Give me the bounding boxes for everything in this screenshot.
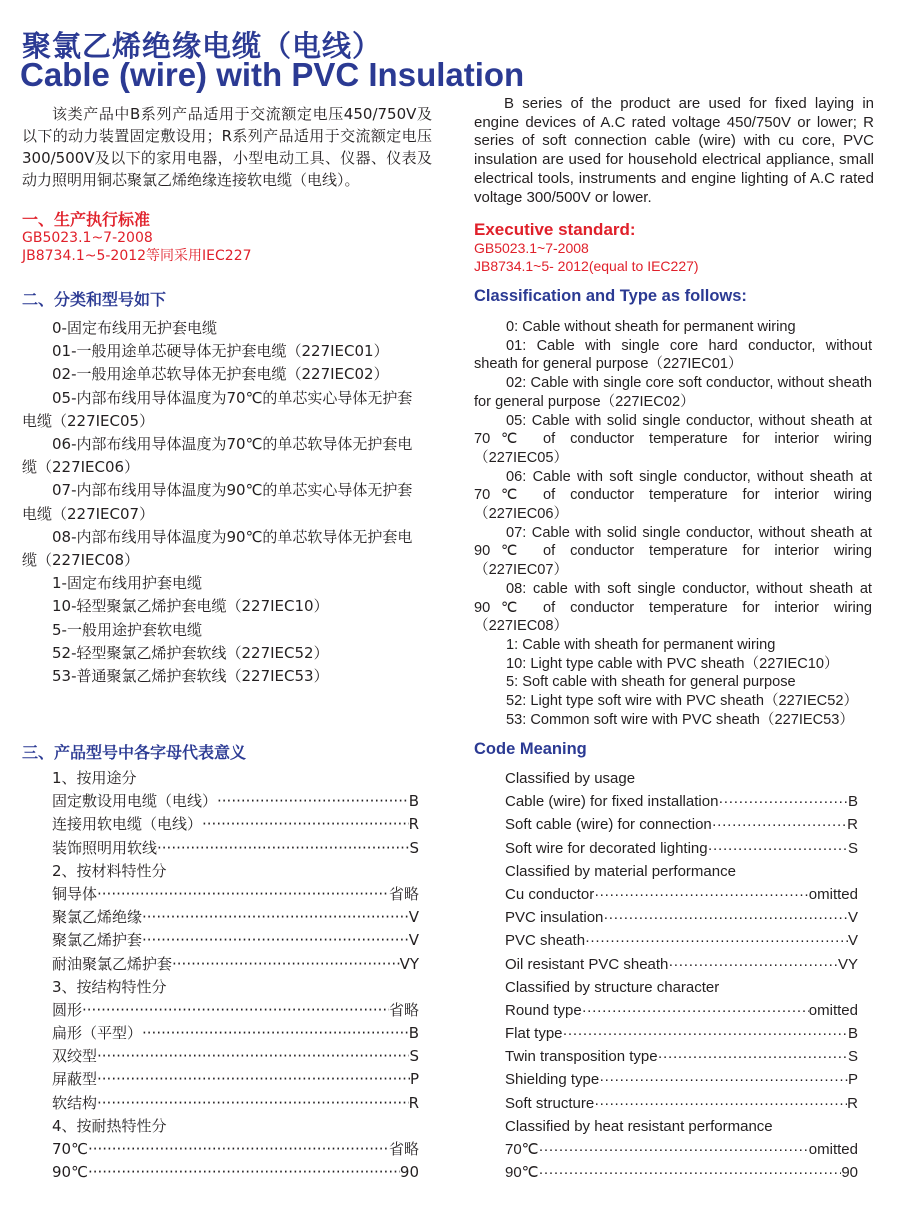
code-value: V — [847, 932, 858, 950]
code-row — [52, 1161, 419, 1184]
classification-item: 01-一般用途单芯硬导体无护套电缆（227IEC01） — [52, 342, 389, 361]
code-label: 1、按用途分 — [52, 769, 137, 787]
code-value: B — [408, 792, 419, 811]
code-row — [505, 1045, 858, 1068]
code-label: 连接用软电缆（电线） — [52, 815, 203, 834]
code-row — [52, 906, 419, 929]
standard-line: GB5023.1~7-2008 — [22, 230, 153, 246]
dot-leader — [599, 1068, 848, 1091]
classification-item: 53: Common soft wire with PVC sheath（227IEC53） — [506, 711, 854, 728]
code-label: 软结构 — [52, 1093, 98, 1112]
classification-item: 5: Soft cable with sheath for general purpose — [506, 674, 796, 691]
dot-leader — [97, 883, 389, 906]
classification-item: 10-轻型聚氯乙烯护套电缆（227IEC10） — [52, 597, 329, 616]
code-value: omitted — [808, 1001, 858, 1019]
classification-item: 10: Light type cable with PVC sheath（227IEC10） — [506, 655, 839, 672]
code-label: PVC sheath — [505, 932, 586, 950]
code-value: VY — [399, 954, 419, 973]
code-row — [505, 929, 858, 952]
code-row — [52, 1092, 419, 1115]
dot-leader — [712, 813, 847, 836]
dot-leader — [603, 906, 848, 929]
dot-leader — [172, 953, 400, 976]
code-row — [505, 837, 858, 860]
code-table-cn — [52, 767, 419, 1184]
classification-item: 1-固定布线用护套电缆 — [52, 574, 202, 593]
code-label: Soft wire for decorated lighting — [505, 839, 708, 857]
code-row — [505, 999, 858, 1022]
code-label: Soft cable (wire) for connection — [505, 816, 712, 834]
code-value: R — [847, 816, 858, 834]
classification-item: 08: cable with soft single conductor, without sheath at 90℃ of conductor temperature for interior wiring（227IEC08） — [474, 580, 872, 635]
code-value: 省略 — [388, 884, 419, 903]
classification-item: 05-内部布线用导体温度为70℃的单芯实心导体无护套 — [52, 388, 413, 407]
classification-item: 06: Cable with soft single conductor, without sheath at 70℃ of conductor temperature for interior wiring（227IEC06） — [474, 468, 872, 523]
dot-leader — [217, 790, 409, 813]
classification-item: 02-一般用途单芯软导体无护套电缆（227IEC02） — [52, 365, 389, 384]
code-group-heading — [505, 1115, 858, 1138]
dot-leader — [82, 999, 389, 1022]
code-value: 省略 — [388, 1140, 419, 1158]
dot-leader — [142, 929, 409, 952]
dot-leader — [539, 1161, 842, 1184]
code-value: S — [847, 839, 858, 857]
code-value: 90 — [399, 1163, 419, 1182]
classification-list-en — [474, 318, 872, 729]
classification-item: 05: Cable with solid single conductor, without sheath at 70℃ of conductor temperature for interior wiring（227IEC05） — [474, 412, 872, 466]
standard-heading-en: Executive standard: — [474, 220, 636, 239]
code-label: 屏蔽型 — [52, 1070, 98, 1089]
code-label: 双绞型 — [52, 1047, 98, 1066]
classification-item: 53-普通聚氯乙烯护套软线（227IEC53） — [52, 667, 329, 686]
code-label: Classified by heat resistant performance — [505, 1117, 773, 1135]
code-value: V — [408, 931, 419, 950]
code-label: Soft structure — [505, 1094, 595, 1112]
code-label: Cable (wire) for fixed installation — [505, 793, 719, 811]
dot-leader — [539, 1138, 809, 1161]
intro-paragraph-cn: 该类产品中B系列产品适用于交流额定电压450/750V及以下的动力装置固定敷设用；R系列产品适用于交流额定电压300/500V及以下的家用电器，小型电动工具、仪器、仪表及动力照明用铜芯聚氯乙烯绝缘连接软电缆（电线）。 — [22, 105, 432, 189]
code-group-heading — [505, 767, 858, 790]
code-value: R — [408, 1093, 419, 1112]
classification-item: 0: Cable without sheath for permanent wiring — [506, 319, 796, 335]
classification-item: 5-一般用途护套软电缆 — [52, 620, 202, 639]
page-title-cn: 聚氯乙烯绝缘电缆（电线） — [22, 29, 383, 63]
code-value: 省略 — [388, 1000, 419, 1019]
code-row — [52, 999, 419, 1022]
dot-leader — [658, 1045, 848, 1068]
code-label: 聚氯乙烯绝缘 — [52, 908, 143, 927]
intro-paragraph-en: B series of the product are used for fixed laying in engine devices of A.C rated voltage 450/750V or lower; R series of soft connection cable (wire) with cu core, PVC insulation are used for household electrical appliance, small electrical tools, instruments and engine lighting of A.C rated voltage 300/500V or lower. — [474, 95, 874, 206]
code-group-heading — [505, 976, 858, 999]
classification-list-cn — [22, 317, 432, 688]
code-group-heading — [505, 860, 858, 883]
page-title-en: Cable (wire) with PVC Insulation — [20, 56, 525, 93]
classification-item: 01: Cable with single core hard conductor, without sheath for general purpose（227IEC01） — [474, 337, 872, 373]
code-row — [505, 883, 858, 906]
code-row — [505, 1068, 858, 1091]
dot-leader — [585, 929, 848, 952]
code-value: B — [408, 1024, 419, 1043]
code-row — [52, 953, 419, 976]
code-label: 固定敷设用电缆（电线） — [52, 792, 218, 811]
classification-item: 07: Cable with solid single conductor, without sheath at 90℃ of conductor temperature for interior wiring（227IEC07） — [474, 524, 872, 579]
code-value: R — [408, 815, 419, 834]
code-row — [52, 837, 419, 860]
code-value: S — [409, 838, 419, 857]
code-label: Classified by structure character — [505, 978, 720, 996]
code-group-heading — [52, 860, 419, 883]
code-meaning-heading-cn: 三、产品型号中各字母代表意义 — [22, 743, 247, 762]
code-label: Cu conductor — [505, 885, 595, 903]
code-row — [52, 1068, 419, 1091]
dot-leader — [142, 906, 409, 929]
standard-line: JB8734.1~5- 2012(equal to IEC227) — [474, 257, 699, 274]
classification-item: 1: Cable with sheath for permanent wiring — [506, 636, 776, 653]
code-label: 圆形 — [52, 1000, 83, 1019]
code-row — [52, 1045, 419, 1068]
standard-section-en — [474, 220, 874, 275]
code-label: 90℃ — [505, 1164, 539, 1182]
code-label: Classified by material performance — [505, 862, 736, 880]
classification-item: 07-内部布线用导体温度为90℃的单芯实心导体无护套 — [52, 481, 413, 500]
classification-item: 0-固定布线用无护套电缆 — [52, 319, 217, 337]
code-label: PVC insulation — [505, 909, 604, 927]
code-row — [505, 906, 858, 929]
classification-item: 缆（227IEC06） — [22, 458, 140, 477]
code-label: 聚氯乙烯护套 — [52, 931, 143, 950]
classification-heading-en: Classification and Type as follows: — [474, 287, 747, 305]
code-label: Shielding type — [505, 1071, 600, 1089]
code-row — [52, 929, 419, 952]
classification-heading-cn: 二、分类和型号如下 — [22, 290, 167, 309]
dot-leader — [582, 999, 809, 1022]
code-value: B — [847, 1025, 858, 1043]
code-value: V — [847, 909, 858, 927]
code-label: Round type — [505, 1001, 582, 1019]
code-label: Classified by usage — [505, 770, 636, 787]
code-value: S — [847, 1048, 858, 1066]
code-label: 3、按结构特性分 — [52, 977, 167, 996]
dot-leader — [594, 883, 809, 906]
code-label: Twin transposition type — [505, 1048, 658, 1066]
code-value: omitted — [808, 1141, 858, 1158]
code-row — [505, 790, 858, 813]
classification-item: 电缆（227IEC05） — [22, 411, 155, 430]
classification-item: 缆（227IEC08） — [22, 551, 140, 570]
code-value: 90 — [841, 1164, 858, 1182]
code-row — [505, 953, 858, 976]
dot-leader — [142, 1022, 409, 1045]
code-row — [52, 1022, 419, 1045]
code-value: S — [409, 1047, 419, 1066]
code-label: 铜导体 — [52, 884, 98, 903]
code-label: 4、按耐热特性分 — [52, 1116, 167, 1135]
dot-leader — [88, 1161, 400, 1184]
classification-item: 02: Cable with single core soft conductor, without sheath for general purpose（227IEC02） — [474, 375, 872, 410]
code-table-en — [505, 767, 858, 1184]
dot-leader — [563, 1022, 848, 1045]
dot-leader — [97, 1068, 410, 1091]
code-value: VY — [837, 955, 858, 973]
dot-leader — [97, 1092, 409, 1115]
code-value: P — [409, 1070, 419, 1089]
code-group-heading — [52, 1115, 419, 1138]
code-row — [52, 790, 419, 813]
dot-leader — [594, 1092, 847, 1115]
code-row — [52, 883, 419, 906]
code-value: B — [847, 793, 858, 811]
code-label: 90℃ — [52, 1163, 88, 1182]
code-meaning-heading-en: Code Meaning — [474, 740, 587, 758]
code-group-heading — [52, 976, 419, 999]
code-row — [505, 1022, 858, 1045]
code-group-heading — [52, 767, 419, 790]
code-row — [505, 1092, 858, 1115]
code-label: 耐油聚氯乙烯护套 — [52, 954, 173, 973]
classification-item: 电缆（227IEC07） — [22, 504, 155, 523]
code-row — [52, 1138, 419, 1161]
code-row — [52, 813, 419, 836]
dot-leader — [708, 837, 848, 860]
code-value: V — [408, 908, 419, 927]
code-row — [505, 1161, 858, 1184]
code-label: 70℃ — [505, 1141, 539, 1158]
dot-leader — [718, 790, 848, 813]
code-label: Flat type — [505, 1025, 563, 1043]
dot-leader — [668, 953, 838, 976]
code-value: omitted — [808, 885, 858, 903]
code-row — [505, 1138, 858, 1161]
code-value: P — [847, 1071, 858, 1089]
standard-section-cn — [22, 210, 432, 265]
classification-item: 06-内部布线用导体温度为70℃的单芯软导体无护套电 — [52, 435, 413, 454]
standard-heading-cn: 一、生产执行标准 — [22, 210, 151, 229]
code-label: 扁形（平型） — [52, 1024, 143, 1043]
classification-item: 08-内部布线用导体温度为90℃的单芯软导体无护套电 — [52, 527, 413, 546]
code-label: 70℃ — [52, 1140, 88, 1158]
classification-item: 52: Light type soft wire with PVC sheath（227IEC52） — [506, 693, 859, 710]
code-row — [505, 813, 858, 836]
standard-line: JB8734.1~5-2012等同采用IEC227 — [22, 247, 252, 264]
code-label: 2、按材料特性分 — [52, 861, 167, 880]
code-label: 装饰照明用软线 — [52, 838, 158, 857]
code-value: R — [847, 1094, 858, 1112]
standard-line: GB5023.1~7-2008 — [474, 240, 589, 256]
dot-leader — [97, 1045, 409, 1068]
dot-leader — [157, 837, 409, 860]
dot-leader — [202, 813, 409, 836]
code-label: Oil resistant PVC sheath — [505, 955, 669, 973]
dot-leader — [88, 1138, 389, 1161]
classification-item: 52-轻型聚氯乙烯护套软线（227IEC52） — [52, 643, 329, 662]
